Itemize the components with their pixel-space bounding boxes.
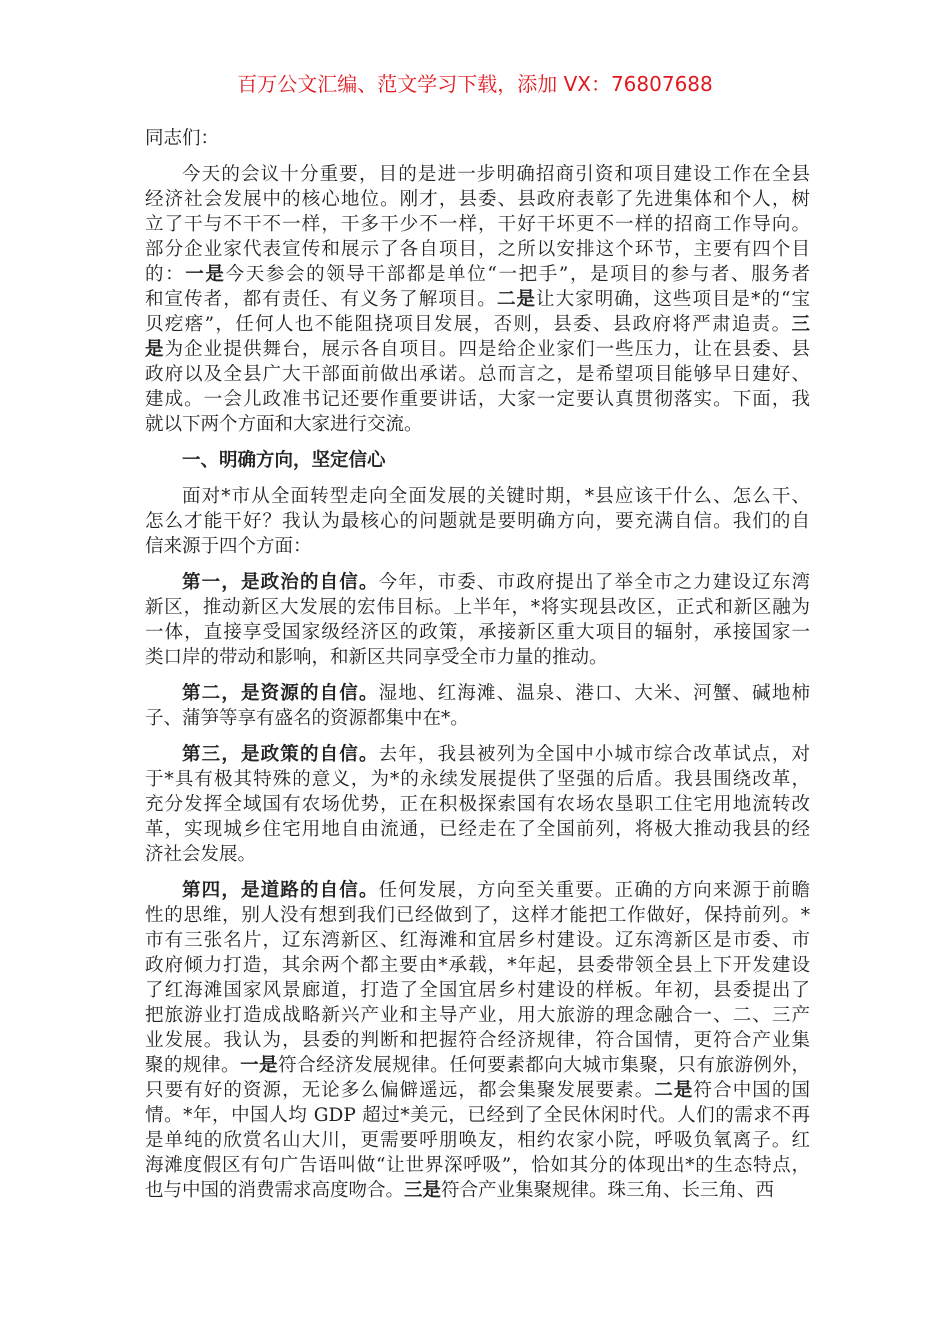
bold-text: 一、明确方向，坚定信心	[182, 450, 386, 471]
text-run: 了红海滩国家风景廊道，打造了全国宜居乡村建设的样板。年初，县委提出了	[145, 980, 810, 1001]
download-watermark-banner: 百万公文汇编、范文学习下载，添加 VX：76807688	[237, 72, 713, 96]
text-line	[145, 287, 810, 312]
paragraph-policy	[145, 742, 810, 867]
text-run: 让大家明确，这些项目是*的“宝	[536, 289, 810, 310]
text-run: 性的思维，别人没有想到我们已经做到了，这样才能把工作做好，保持前列。*	[145, 905, 810, 926]
text-line	[145, 792, 810, 817]
text-run: 去年，我县被列为全国中小城市综合改革试点，对	[378, 744, 810, 765]
text-line	[145, 817, 810, 842]
text-line	[145, 842, 810, 867]
text-run: 类口岸的带动和影响，和新区共同享受全市力量的推动。	[145, 647, 608, 668]
paragraph-resources	[145, 681, 810, 731]
text-run: 信来源于四个方面：	[145, 536, 312, 557]
text-line	[145, 1078, 810, 1103]
bold-text: 三是	[404, 1180, 442, 1201]
text-run: 只要有好的资源，无论多么偏僻遥远，都会集聚发展要素。	[145, 1080, 655, 1101]
text-run: 也与中国的消费需求高度吻合。	[145, 1180, 405, 1201]
text-run: 市有三张名片，辽东湾新区、红海滩和宜居乡村建设。辽东湾新区是市委、市	[145, 930, 810, 951]
text-line	[145, 878, 810, 903]
text-run: 海滩度假区有句广告语叫做“让世界深呼吸”，恰如其分的体现出*的生态特点，	[145, 1155, 810, 1176]
bold-text: 三	[791, 314, 810, 335]
paragraph-political	[145, 570, 810, 670]
text-run: 经济社会发展中的核心地位。刚才，县委、县政府表彰了先进集体和个人，树	[145, 189, 810, 210]
bold-text: 第三，是政策的自信。	[182, 744, 379, 765]
text-run: 同志们：	[145, 128, 220, 149]
text-run: 政府以及全县广大干部面前做出承诺。总而言之，是希望项目能够早日建好、	[145, 364, 810, 385]
text-run: 一体，直接享受国家级经济区的政策，承接新区重大项目的辐射，承接国家一	[145, 622, 810, 643]
text-line	[145, 212, 810, 237]
text-line	[145, 412, 810, 437]
text-line	[145, 953, 810, 978]
text-line	[145, 767, 810, 792]
text-run: 怎么才能干好？我认为最核心的问题就是要明确方向，要充满自信。我们的自	[145, 511, 810, 532]
text-line	[145, 1028, 810, 1053]
text-run: 今天的会议十分重要，目的是进一步明确招商引资和项目建设工作在全县	[182, 164, 810, 185]
text-line	[145, 362, 810, 387]
text-line	[145, 706, 810, 731]
text-line	[145, 742, 810, 767]
text-run: 的：	[145, 264, 186, 285]
text-run: 今天参会的领导干部都是单位“一把手”，是项目的参与者、服务者	[225, 264, 810, 285]
text-line	[145, 534, 810, 559]
text-line	[145, 312, 810, 337]
text-line	[145, 387, 810, 412]
paragraph-direction	[145, 484, 810, 559]
text-line	[145, 126, 810, 151]
text-run: 于*具有极其特殊的意义，为*的永续发展提供了坚强的后盾。我县围绕改革，	[145, 769, 810, 790]
greeting	[145, 126, 810, 151]
text-run: 业发展。我认为，县委的判断和把握符合经济规律，符合国情，更符合产业集	[145, 1030, 810, 1051]
text-line	[145, 978, 810, 1003]
text-line	[145, 1178, 810, 1203]
text-line	[145, 509, 810, 534]
text-line	[145, 681, 810, 706]
bold-text: 第二，是资源的自信。	[182, 683, 379, 704]
text-line	[145, 1103, 810, 1128]
text-run: 湿地、红海滩、温泉、港口、大米、河蟹、碱地柿	[378, 683, 810, 704]
text-run: 任何发展，方向至关重要。正确的方向来源于前瞻	[378, 880, 810, 901]
text-run: 符合经济发展规律。任何要素都向大城市集聚，只有旅游例外，	[278, 1055, 810, 1076]
text-run: 今年，市委、市政府提出了举全市之力建设辽东湾	[378, 572, 810, 593]
bold-text: 是	[145, 339, 165, 360]
text-run: 建成。一会儿政准书记还要作重要讲话，大家一定要认真贯彻落实。下面，我	[145, 389, 810, 410]
bold-text: 二是	[496, 289, 537, 310]
text-line	[145, 620, 810, 645]
bold-text: 二是	[654, 1080, 694, 1101]
text-run: 为企业提供舞台，展示各自项目。四是给企业家们一些压力，让在县委、县	[164, 339, 810, 360]
text-line	[145, 337, 810, 362]
text-line	[145, 1003, 810, 1028]
text-line	[145, 595, 810, 620]
text-line	[145, 187, 810, 212]
text-run: 就以下两个方面和大家进行交流。	[145, 414, 423, 435]
text-run: 贝疙瘩”，任何人也不能阻挠项目发展，否则，县委、县政府将严肃追责。	[145, 314, 792, 335]
text-run: 和宣传者，都有责任、有义务了解项目。	[145, 289, 497, 310]
text-run: 部分企业家代表宣传和展示了各自项目，之所以安排这个环节，主要有四个目	[145, 239, 810, 260]
bold-text: 第一，是政治的自信。	[182, 572, 379, 593]
text-run: 是单纯的欣赏名山大川，更需要呼朋唤友，相约农家小院，呼吸负氧离子。红	[145, 1130, 810, 1151]
text-line	[145, 645, 810, 670]
text-line	[145, 1128, 810, 1153]
text-line	[145, 448, 810, 473]
bold-text: 一是	[240, 1055, 279, 1076]
text-line	[145, 262, 810, 287]
text-run: 立了干与不干不一样，干多干少不一样，干好干坏更不一样的招商工作导向。	[145, 214, 810, 235]
text-line	[145, 928, 810, 953]
paragraph-road	[145, 878, 810, 1203]
paragraph-intro	[145, 162, 810, 437]
document-body	[145, 126, 810, 1214]
text-run: 子、蒲笋等享有盛名的资源都集中在*。	[145, 708, 469, 729]
text-run: 聚的规律。	[145, 1055, 241, 1076]
text-line	[145, 1153, 810, 1178]
text-run: 符合中国的国	[693, 1080, 810, 1101]
text-run: 符合产业集聚规律。珠三角、长三角、西	[441, 1180, 775, 1201]
text-line	[145, 162, 810, 187]
text-run: 把旅游业打造成战略新兴产业和主导产业，用大旅游的理念融合一、二、三产	[145, 1005, 810, 1026]
text-run: 充分发挥全域国有农场优势，正在积极探索国有农场农垦职工住宅用地流转改	[145, 794, 810, 815]
text-run: 革，实现城乡住宅用地自由流通，已经走在了全国前列，将极大推动我县的经	[145, 819, 810, 840]
text-line	[145, 903, 810, 928]
text-run: 情。*年，中国人均 GDP 超过*美元，已经到了全民休闲时代。人们的需求不再	[145, 1105, 810, 1126]
bold-text: 一是	[185, 264, 226, 285]
bold-text: 第四，是道路的自信。	[182, 880, 379, 901]
text-run: 新区，推动新区大发展的宏伟目标。上半年，*将实现县改区，正式和新区融为	[145, 597, 810, 618]
text-line	[145, 570, 810, 595]
section-heading	[145, 448, 810, 473]
text-run: 政府倾力打造，其余两个都主要由*承载，*年起，县委带领全县上下开发建设	[145, 955, 810, 976]
text-line	[145, 1053, 810, 1078]
text-run: 济社会发展。	[145, 844, 257, 865]
text-run: 面对*市从全面转型走向全面发展的关键时期，*县应该干什么、怎么干、	[182, 486, 810, 507]
text-line	[145, 484, 810, 509]
text-line	[145, 237, 810, 262]
